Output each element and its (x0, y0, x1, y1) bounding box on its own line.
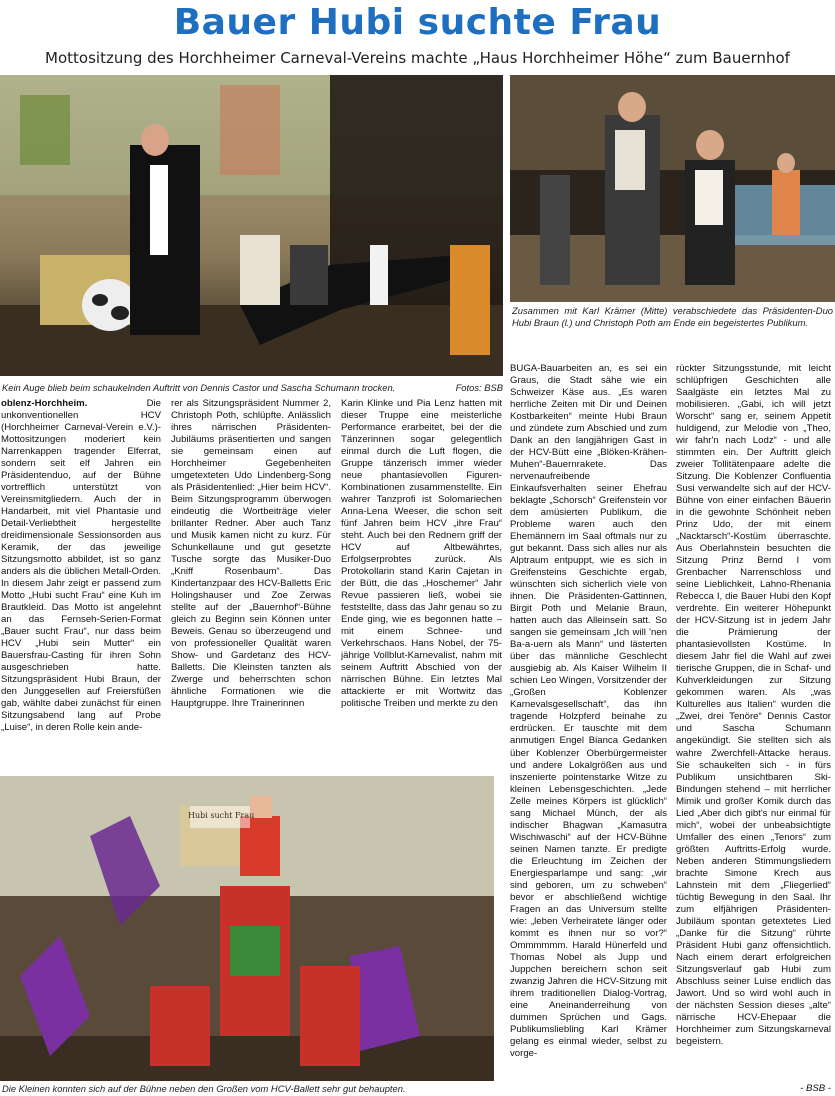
photo-dancers (0, 776, 494, 1081)
article-column-5: rückter Sitzungsstunde, mit leicht schlüpfrigen Geschichten alle Saalgäste ein letztes Mal zu mobilisieren. „Gabi, ich will jetzt Worscht“ sang er, seinem Appetit huldigend, zur Melodie von „Theo, wir fahr'n nach Lodz“ - und alle stimmten ein. Der Auftritt gleich zweier Tollitätenpaare adelte die Sitzung. Die Koblenzer Confluentia Susi verwandelte sich auf der HCV-Bühne von einer einfachen Bäuerin in die gewohnte Schönheit neben Prinz Udo, der mit einem „Nacktarsch“-Kostüm überraschte. Aus Oberlahnstein besuchten die Sitzung Prinz Bernd I vom Grenbacher Narrenschloss und seine Lieblichkeit, Lahno-Rhenania Rebecca I, die Bauer Hubi den Kopf verdrehte. Ein weiterer Höhepunkt der HCV-Sitzung ist in jedem Jahr die Prämierung der phantasievollsten Kostüme. In diesem Jahr fiel die Wahl auf zwei tierische Gruppen, die in Schaf- und Kuhverkleidungen zur Sitzung gekommen waren. Als „was Kulturelles aus Italien“ wurden die „Zwei, drei Tenöre“ Dennis Castor und Sascha Schumann angekündigt. Sie stellten sich als wahre Zwerchfell-Attacke heraus. Sie schaukelten sich - in fürs Publikum unsichtbaren Ski-Bindungen stehend – mit herrlicher Mimik und großer Komik durch das Lied „Aber dich gibt's nur einmal für mich“, wobei der unbeabsichtigte Umfaller des einen „Tenors“ zum größten Auftritts-Erfolg wurde. Neben anderen Stimmungsliedern brachte Simone Krech aus Lahnstein mit dem „Fliegerlied“ tüchtig Bewegung in den Saal. Ihr zum elfjährigen Präsidenten-Jubiläum spontan getextetes Lied „Danke für die Sitzung“ rührte Präsident Hubi ganz offensichtlich. Nach einem derart erfolgreichen Sitzungsverlauf gab Hubi zum Abschluss seiner Luise endlich das Jawort. Und so wird wohl auch in der nächsten Session dieses „alte“ närrische HCV-Ehepaar die Horchheimer zum Sitzungskarneval begeistern. (676, 363, 831, 1047)
photo-credit: Fotos: BSB (455, 382, 503, 393)
photo2-caption: Zusammen mit Karl Krämer (Mitte) verabschiedete das Präsidenten-Duo Hubi Braun (l.) und Christoph Poth am Ende ein begeistertes Publikum. (512, 305, 833, 328)
article-text: Die unkonventionellen HCV (Horchheimer Carneval-Verein e.V.)-Mottositzungen moderiert kein Narrenkappen tragender Elferrat, sondern seit elf Jahren ein Präsidentenduo, auf der Bühne vortrefflich unterstützt von Vereinsmitgliedern. Auch der in Handarbeit, mit viel Phantasie und Detail-Verliebtheit hergestellte dreidimensionale Sessionsorden aus Keramik, der das jeweilige Sitzungsmotto abbildet, ist so ganz anders als die üblichen Metall-Orden. In diesem Jahr zeigt er passend zum Motto „Hubi sucht Frau“ eine Kuh im Brautkleid. Das Motto ist angelehnt an das Fernseh-Serien-Format „Bauer sucht Frau“, nur dass beim HCV „Hubi sein Mutter“ ein Bauersfrau-Casting für ihren Sohn ausgeschrieben hatte. Sitzungspräsident Hubi Braun, der den Junggesellen auf Freiersfüßen gab, wählte dabei zunächst für einen Sitzungsabend lang auf Probe „Luise“, in deren Rolle kein ande- (1, 398, 161, 734)
dateline: oblenz-Horchheim. (1, 398, 88, 409)
stage-sign-text: Hubi sucht Frau (188, 811, 255, 820)
photo-presidents (510, 75, 835, 302)
article-column-2: rer als Sitzungspräsident Nummer 2, Christoph Poth, schlüpfte. Anlässlich ihres närrischen Präsidenten-Jubiläums präsentierten und sangen sie gemeinsam einen auf Horchheimer Gegebenheiten umgetexteten Udo Lindenberg-Song als Präsidentenlied: „Hier beim HCV“. Beim Sitzungsprogramm überwogen eindeutig die Wortbeiträge vieler brillanter Redner. Aber auch Tanz und Musik kamen nicht zu kurz. Für Schunkellaune und gut gesetzte Tusche sorgte das Musiker-Duo „Kniff Rosenbaum“. Das Kindertanzpaar des HCV-Balletts Eric Holingshauser und Zoe Zerwas stellte auf der „Bauernhof“-Bühne gleich zu Beginn sein Können unter Beweis. Genau so überzeugend und von professioneller Qualität waren Show- und Gardetanz des HCV-Balletts. Die Kleinsten tanzten als Zwerge und beherrschten schon ähnliche Formationen wie die Hauptgruppe. Ihre Trainerinnen (171, 398, 331, 710)
author-signature: - BSB - (800, 1083, 831, 1094)
article-column-1 (1, 398, 161, 774)
subheadline: Mottositzung des Horchheimer Carneval-Vereins machte „Haus Horchheimer Höhe“ zum Bauernhof (45, 49, 790, 67)
photo3-caption: Die Kleinen konnten sich auf der Bühne neben den Großen vom HCV-Ballett sehr gut behaupten. (2, 1083, 406, 1094)
article-column-4: BUGA-Bauarbeiten an, es sei ein Graus, die Stadt sähe wie ein Schweizer Käse aus. „Es waren herrliche Zeiten mit Dir und Deinen Kostbarkeiten“ meinte Hubi Braun und zündete zum Abschied und zum Dank an den langjährigen Gast in der HCV-Bütt eine „Blöken-Krähen-Muhen“-Bauernrakete. Das nervenaufreibende Einkaufsverhalten seiner Ehefrau beklagte „Schorsch“ Greifenstein vor dem amüsierten Publikum, die Probleme waren auch den Ehemännern im Saal oftmals nur zu gut bekannt. Dass sich alles nur als Alptraum entpuppt, wie es sich in Greifensteins Geschichte ergab, wünschten sich sicherlich viele von ihnen. Die Präsidenten-Gattinnen, Birgit Poth und Melanie Braun, hatten auch das Alleinsein satt. So sangen sie gemeinsam „Ich will 'nen Ba-a-uern als Mann“ und lästerten über das männliche Geschlecht ausgiebig ab. Als Kaiser Wilhelm II schien Leo Wingen, Vorsitzender der „Großen Koblenzer Karnevalsgesellschaft“, das ihn tragende Holzpferd beinahe zu erdrücken. Er tauschte mit dem anmutigen Engel Bianca Gedanken über Koblenzer Oberbürgermeister und andere Lokalgrößen aus und inszenierte pointenstarke Witze zu kleinen Lebensgeschichten. „Jede Zelle meines Körpers ist glücklich“ sang Michael Münch, der als indischer Bhagwan „Kamasutra Wischiwaschi“ auf der HCV-Bühne seinen Namen tanzte. Er predigte die Erleuchtung im Zeichen der Energiesparlampe und sang: „wir sind geboren, um zu schweben“ bevor er abschließend wichtige Fragen an das Universum stellte wie: „leben Verheiratete länger oder kommt es ihnen nur so vor?“ Ommmmmm. Harald Hünerfeld und Thomas Nobel als Jupp und Juppchen bereichern schon seit zwanzig Jahren die HCV-Sitzung mit ihrem traditionellen Dialog-Vortrag, eine Aneinanderreihung von dummen Sprüchen und Gags. Publikumsliebling Karl Krämer gelang es einmal wieder, selbst zu vorge- (510, 363, 667, 1059)
headline: Bauer Hubi suchte Frau (173, 2, 662, 43)
article-column-3: Karin Klinke und Pia Lenz hatten mit dieser Truppe eine meisterliche Performance erarbeitet, bei der die Tänzerinnen sogar gelegentlich einmal durch die Luft flogen, die Gruppe tänzerisch immer wieder neue phantasievollen Figuren-Kombinationen zusammenstellte. Ein wahrer Tanzprofi ist Solomariechen Anna-Lena Weeser, die schon seit fünf Jahren beim HCV „ihre Frau“ steht. Auch bei den Rednern griff der HCV auf Altbewährtes, Erfolgserprobtes zurück. Als Protokollarin stand Karin Cajetan in der Bütt, die das „Hoschemer“ Jahr Revue passieren ließ, wobei sie feststellte, dass das Jahr genau so zu Ende ging, wie es begonnen hatte – mit einem Schnee- und Verkehrschaos. Hans Nobel, der 75-jährige Vollblut-Karnevalist, nahm mit seinem Auftritt Abschied von der närrischen Bühne. Ein letztes Mal attackierte er mit Wortwitz das politische Treiben und merkte zu den (341, 398, 502, 710)
photo1-caption: Kein Auge blieb beim schaukelnden Auftritt von Dennis Castor und Sascha Schumann trocken. (2, 382, 396, 393)
photo-stage-performers (0, 75, 503, 376)
